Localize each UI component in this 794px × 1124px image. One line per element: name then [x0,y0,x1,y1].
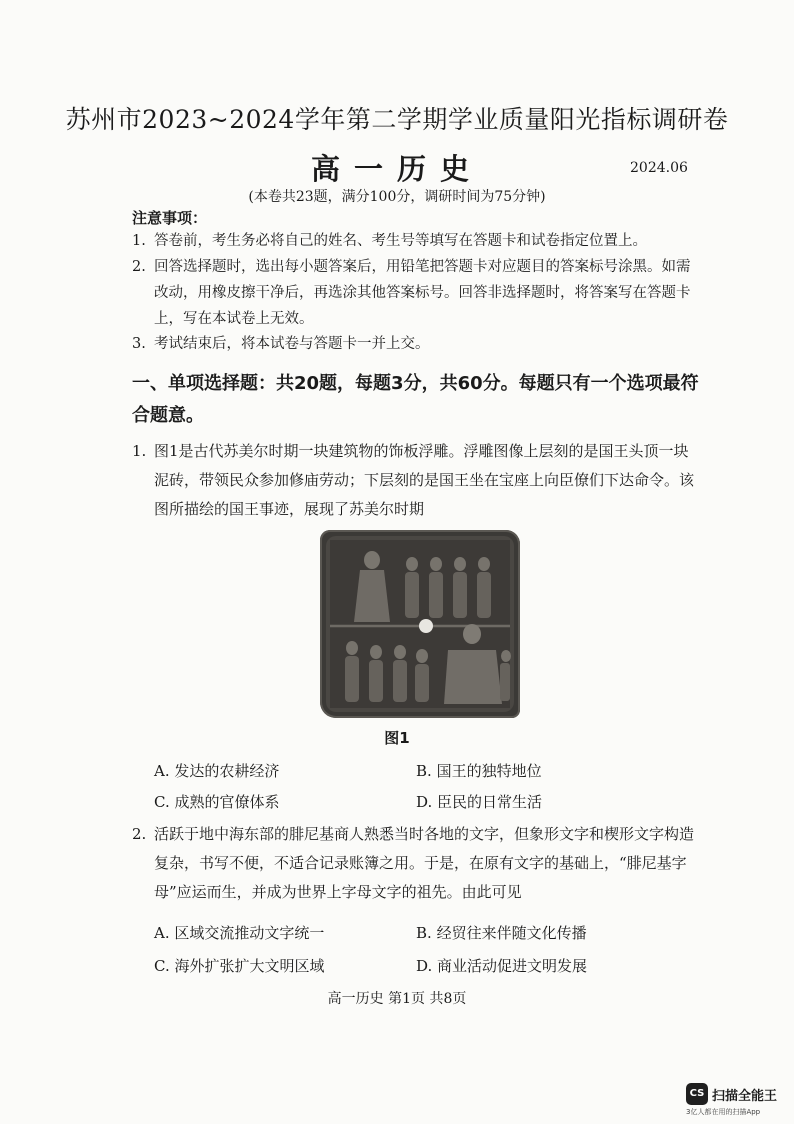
option-d[interactable] [416,955,587,976]
option-label: B. [416,762,432,780]
option-text: 成熟的官僚体系 [174,793,280,811]
question-text: 活跃于地中海东部的腓尼基商人熟悉当时各地的文字，但象形文字和楔形文字构造复杂，书写不便，不适合记录账簿之用。于是，在原有文字的基础上，“腓尼基字母”应运而生，并成为世界上字母文字的祖先。由此可见 [154,825,695,901]
option-text: 经贸往来伴随文化传播 [436,924,587,942]
exam-meta: (本卷共23题，满分100分，调研时间为75分钟) [248,189,546,205]
notice-item [132,331,692,357]
option-text: 国王的独特地位 [436,762,542,780]
relief-figures-graphic [320,530,520,718]
option-label: C. [154,957,170,975]
option-b[interactable] [416,922,587,943]
notice-item-text: 回答选择题时，选出每小题答案后，用铅笔把答题卡对应题目的答案标号涂黑。如需改动，用橡皮擦干净后，再选涂其他答案标号。回答非选择题时，将答案写在答题卡上，写在本试卷上无效。 [154,259,691,327]
exam-date: 2024.06 [630,160,688,176]
notice-item [132,254,692,332]
option-label: C. [154,793,170,811]
question-1-stem [132,437,698,524]
option-a[interactable] [154,760,279,781]
notice-item-text: 答卷前，考生务必将自己的姓名、考生号等填写在答题卡和试卷指定位置上。 [154,233,647,249]
question-number: 2. [132,825,147,843]
notice-item [132,228,692,254]
notice-item-text: 考试结束后，将本试卷与答题卡一并上交。 [154,336,430,352]
notice-item-number: 1. [132,233,146,249]
notice-item-number: 2. [132,259,146,275]
notice-item-number: 3. [132,336,146,352]
option-text: 发达的农耕经济 [174,762,280,780]
option-a[interactable] [154,922,324,943]
option-b[interactable] [416,760,542,781]
brand-name: 扫描全能王 [712,1089,778,1104]
option-c[interactable] [154,791,280,812]
notice-heading: 注意事项： [132,209,208,227]
section-heading: 一、单项选择题：共20题，每题3分，共60分。每题只有一个选项最符合题意。 [132,373,699,426]
subject-title: 高一历史 [310,152,483,186]
option-text: 商业活动促进文明发展 [437,957,588,975]
option-text: 臣民的日常生活 [437,793,543,811]
option-label: B. [416,924,432,942]
option-label: A. [154,762,170,780]
exam-title: 苏州市2023~2024学年第二学期学业质量阳光指标调研卷 [65,105,729,134]
question-text: 图1是古代苏美尔时期一块建筑物的饰板浮雕。浮雕图像上层刻的是国王头顶一块泥砖，带领民众参加修庙劳动；下层刻的是国王坐在宝座上向臣僚们下达命令。该图所描绘的国王事迹，展现了苏美尔时期 [154,442,695,518]
option-text: 海外扩张扩大文明区域 [174,957,325,975]
option-d[interactable] [416,791,542,812]
camscanner-logo-icon: CS [686,1083,708,1105]
option-label: A. [154,924,170,942]
brand-tagline: 3亿人都在用的扫描App [686,1108,761,1116]
page-footer: 高一历史 第1页 共8页 [327,991,467,1007]
question-number: 1. [132,442,147,460]
option-label: D. [416,793,433,811]
figure-caption: 图1 [384,729,410,747]
option-c[interactable] [154,955,325,976]
option-text: 区域交流推动文字统一 [174,924,325,942]
relief-plaque-image [320,530,520,718]
option-label: D. [416,957,433,975]
question-2-stem [132,820,698,907]
